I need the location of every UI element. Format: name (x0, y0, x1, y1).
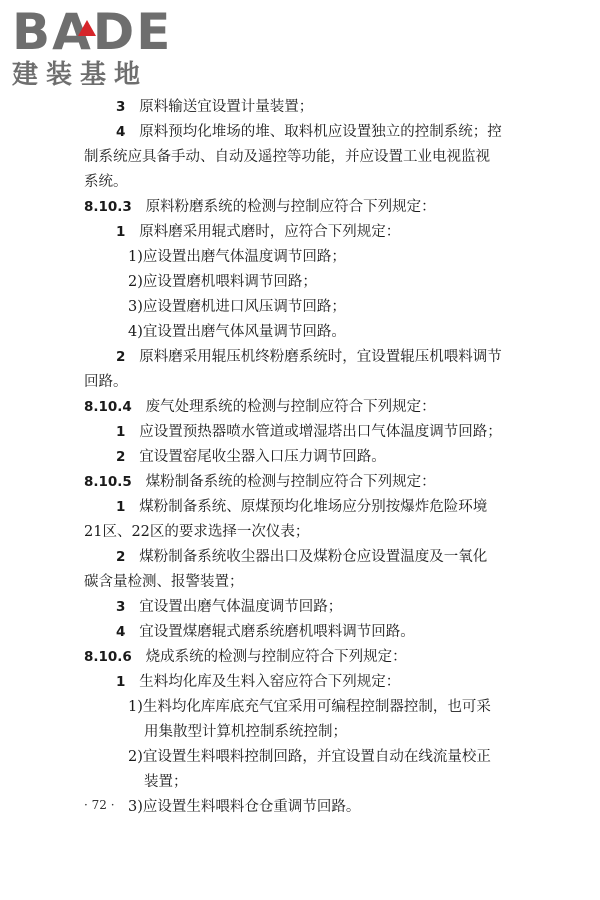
body-line: 21区、22区的要求选择一次仪表； (84, 524, 310, 540)
body-line: 3 宜设置出磨气体温度调节回路； (116, 599, 343, 615)
body-line: 4 宜设置煤磨辊式磨系统磨机喂料调节回路。 (116, 624, 415, 640)
logo-subtitle: 建装基地 (12, 60, 149, 90)
body-line: 1 原料磨采用辊式磨时，应符合下列规定： (116, 224, 401, 240)
clause-heading: 8.10.6 烧成系统的检测与控制应符合下列规定： (84, 649, 407, 665)
sub-item: 1)应设置出磨气体温度调节回路； (128, 249, 346, 265)
body-line: 1 煤粉制备系统、原煤预均化堆场应分别按爆炸危险环境 (116, 499, 488, 515)
clause-heading: 8.10.4 废气处理系统的检测与控制应符合下列规定： (84, 399, 436, 415)
sub-item: 3)应设置生料喂料仓仓重调节回路。 (128, 799, 361, 815)
body-line: 回路。 (84, 374, 128, 390)
body-line: 1 生料均化库及生料入窑应符合下列规定： (116, 674, 401, 690)
sub-item: 2)应设置磨机喂料调节回路； (128, 274, 317, 290)
body-line: 碳含量检测、报警装置； (84, 574, 244, 590)
sub-item: 3)应设置磨机进口风压调节回路； (128, 299, 346, 315)
body-line: 3 原料输送宜设置计量装置； (116, 99, 314, 115)
logo-wordmark: BADE (12, 3, 173, 61)
body-line: 2 原料磨采用辊压机终粉磨系统时，宜设置辊压机喂料调节 (116, 349, 502, 365)
sub-item-continuation: 用集散型计算机控制系统控制； (144, 724, 347, 740)
page-number: · 72 · (84, 798, 115, 812)
body-line: 制系统应具备手动、自动及遥控等功能，并应设置工业电视监视 (84, 149, 490, 165)
body-line: 4 原料预均化堆场的堆、取料机应设置独立的控制系统；控 (116, 124, 502, 140)
sub-item: 4)宜设置出磨气体风量调节回路。 (128, 324, 346, 340)
sub-item-continuation: 装置； (144, 774, 188, 790)
sub-item: 2)宜设置生料喂料控制回路，并宜设置自动在线流量校正 (128, 749, 491, 765)
sub-item: 1)生料均化库库底充气宜采用可编程控制器控制，也可采 (128, 699, 491, 715)
body-line: 系统。 (84, 174, 128, 190)
body-line: 2 宜设置窑尾收尘器入口压力调节回路。 (116, 449, 386, 465)
logo-accent-triangle (78, 20, 96, 36)
bade-logo (12, 3, 182, 90)
body-line: 1 应设置预热器喷水管道或增湿塔出口气体温度调节回路； (116, 424, 502, 440)
clause-heading: 8.10.5 煤粉制备系统的检测与控制应符合下列规定： (84, 474, 436, 490)
body-line: 2 煤粉制备系统收尘器出口及煤粉仓应设置温度及一氧化 (116, 549, 488, 565)
clause-heading: 8.10.3 原料粉磨系统的检测与控制应符合下列规定： (84, 199, 436, 215)
